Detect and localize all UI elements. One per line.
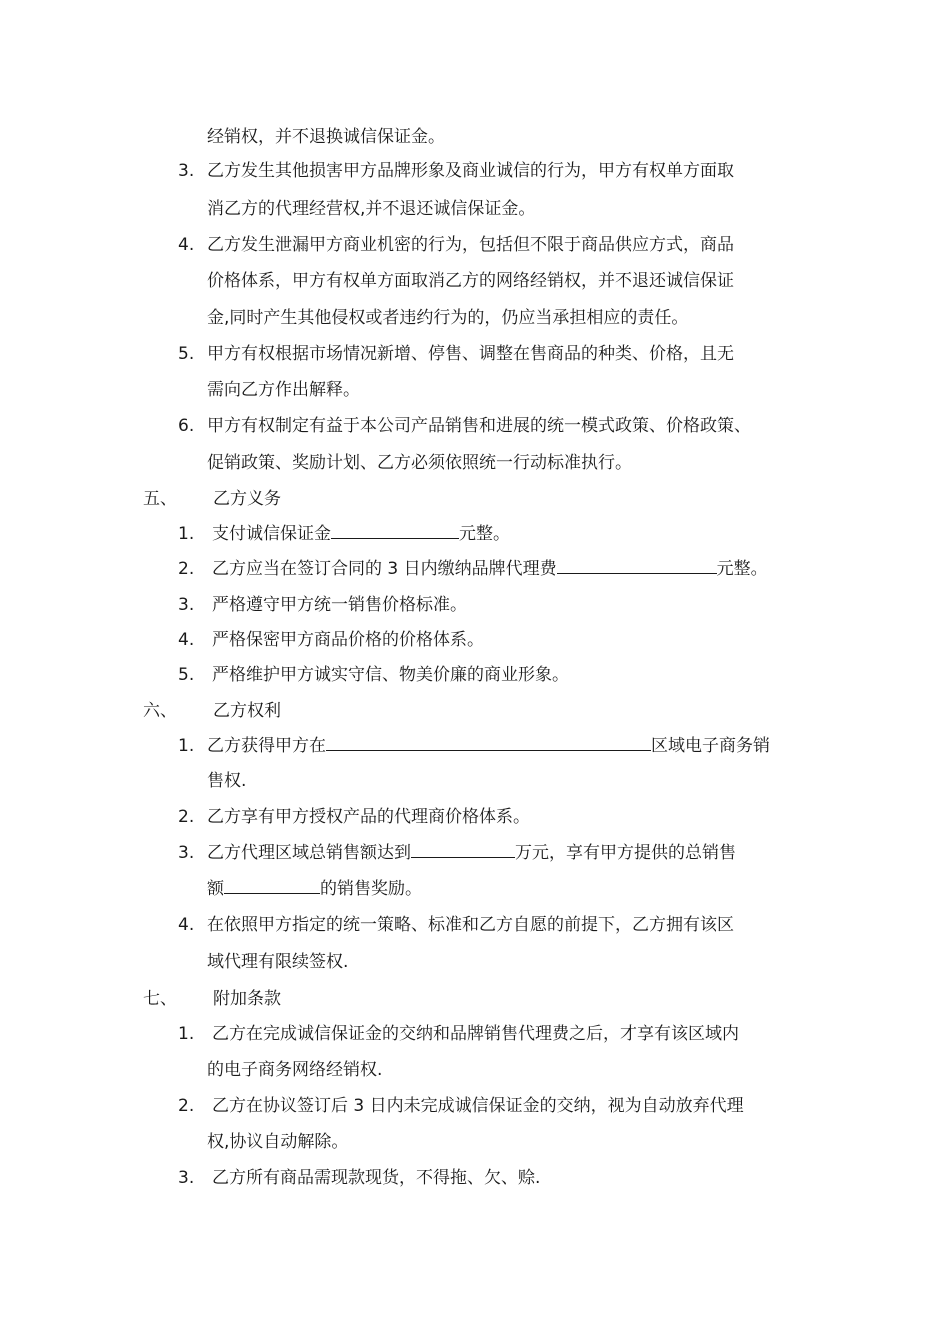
text-line: 乙方发生其他损害甲方品牌形象及商业诚信的行为，甲方有权单方面取 xyxy=(207,161,734,181)
text-line: 消乙方的代理经营权,并不退还诚信保证金。 xyxy=(207,199,536,219)
list-item xyxy=(207,735,770,757)
list-item: 严格维护甲方诚实守信、物美价廉的商业形象。 xyxy=(212,665,569,685)
list-number: 2. xyxy=(178,559,195,579)
text-line: 经销权，并不退换诚信保证金。 xyxy=(207,127,445,147)
item-text: 乙方获得甲方在 xyxy=(207,736,326,756)
item-text: 额 xyxy=(207,879,224,899)
text-line: 域代理有限续签权. xyxy=(207,952,349,972)
list-number: 6. xyxy=(178,416,195,436)
list-number: 2. xyxy=(178,807,195,827)
item-text: 区域电子商务销 xyxy=(651,736,770,756)
text-line: 售权. xyxy=(207,771,247,791)
text-line: 需向乙方作出解释。 xyxy=(207,380,360,400)
section-number: 七、 xyxy=(143,989,177,1009)
text-line: 甲方有权根据市场情况新增、停售、调整在售商品的种类、价格，且无 xyxy=(207,344,734,364)
item-text: 的销售奖励。 xyxy=(320,879,422,899)
fill-blank[interactable] xyxy=(557,558,717,574)
item-text: 元整。 xyxy=(716,559,768,579)
list-number: 1. xyxy=(178,1024,195,1044)
list-item xyxy=(212,523,510,545)
fill-blank[interactable] xyxy=(411,842,515,858)
list-number: 1. xyxy=(178,736,195,756)
list-item: 乙方所有商品需现款现货，不得拖、欠、赊. xyxy=(212,1168,541,1188)
list-number: 1. xyxy=(178,524,195,544)
section-title: 附加条款 xyxy=(213,989,281,1009)
text-line: 权,协议自动解除。 xyxy=(207,1132,349,1152)
list-item: 严格遵守甲方统一销售价格标准。 xyxy=(212,595,467,615)
list-number: 4. xyxy=(178,235,195,255)
list-item xyxy=(207,842,736,864)
fill-blank[interactable] xyxy=(331,523,459,539)
list-number: 3. xyxy=(178,1168,195,1188)
list-number: 3. xyxy=(178,161,195,181)
text-line: 促销政策、奖励计划、乙方必须依照统一行动标准执行。 xyxy=(207,453,632,473)
text-line: 甲方有权制定有益于本公司产品销售和进展的统一模式政策、价格政策、 xyxy=(207,416,751,436)
section-number: 六、 xyxy=(143,701,177,721)
list-number: 3. xyxy=(178,843,195,863)
list-number: 4. xyxy=(178,915,195,935)
list-item: 严格保密甲方商品价格的价格体系。 xyxy=(212,630,484,650)
fill-blank[interactable] xyxy=(326,735,651,751)
list-number: 4. xyxy=(178,630,195,650)
text-line: 乙方发生泄漏甲方商业机密的行为，包括但不限于商品供应方式，商品 xyxy=(207,235,734,255)
item-text: 万元，享有甲方提供的总销售 xyxy=(515,843,736,863)
section-number: 五、 xyxy=(143,489,177,509)
list-item: 乙方在完成诚信保证金的交纳和品牌销售代理费之后，才享有该区域内 xyxy=(212,1024,739,1044)
item-text: 元整。 xyxy=(459,524,510,544)
fill-blank[interactable] xyxy=(224,878,320,894)
text-line xyxy=(207,878,422,900)
section-title: 乙方权利 xyxy=(213,701,281,721)
list-number: 2. xyxy=(178,1096,195,1116)
text-line: 的电子商务网络经销权. xyxy=(207,1060,383,1080)
list-number: 5. xyxy=(178,344,195,364)
list-item: 乙方享有甲方授权产品的代理商价格体系。 xyxy=(207,807,530,827)
item-text: 支付诚信保证金 xyxy=(212,524,331,544)
text-line: 价格体系，甲方有权单方面取消乙方的网络经销权，并不退还诚信保证 xyxy=(207,271,734,291)
item-text: 乙方代理区域总销售额达到 xyxy=(207,843,411,863)
list-number: 5. xyxy=(178,665,195,685)
list-item: 乙方在协议签订后 3 日内未完成诚信保证金的交纳，视为自动放弃代理 xyxy=(212,1096,744,1116)
list-number: 3. xyxy=(178,595,195,615)
list-item: 在依照甲方指定的统一策略、标准和乙方自愿的前提下，乙方拥有该区 xyxy=(207,915,734,935)
text-line: 金,同时产生其他侵权或者违约行为的，仍应当承担相应的责任。 xyxy=(207,308,689,328)
list-item xyxy=(212,558,768,580)
section-title: 乙方义务 xyxy=(213,489,281,509)
item-text: 乙方应当在签订合同的 3 日内缴纳品牌代理费 xyxy=(212,559,557,579)
